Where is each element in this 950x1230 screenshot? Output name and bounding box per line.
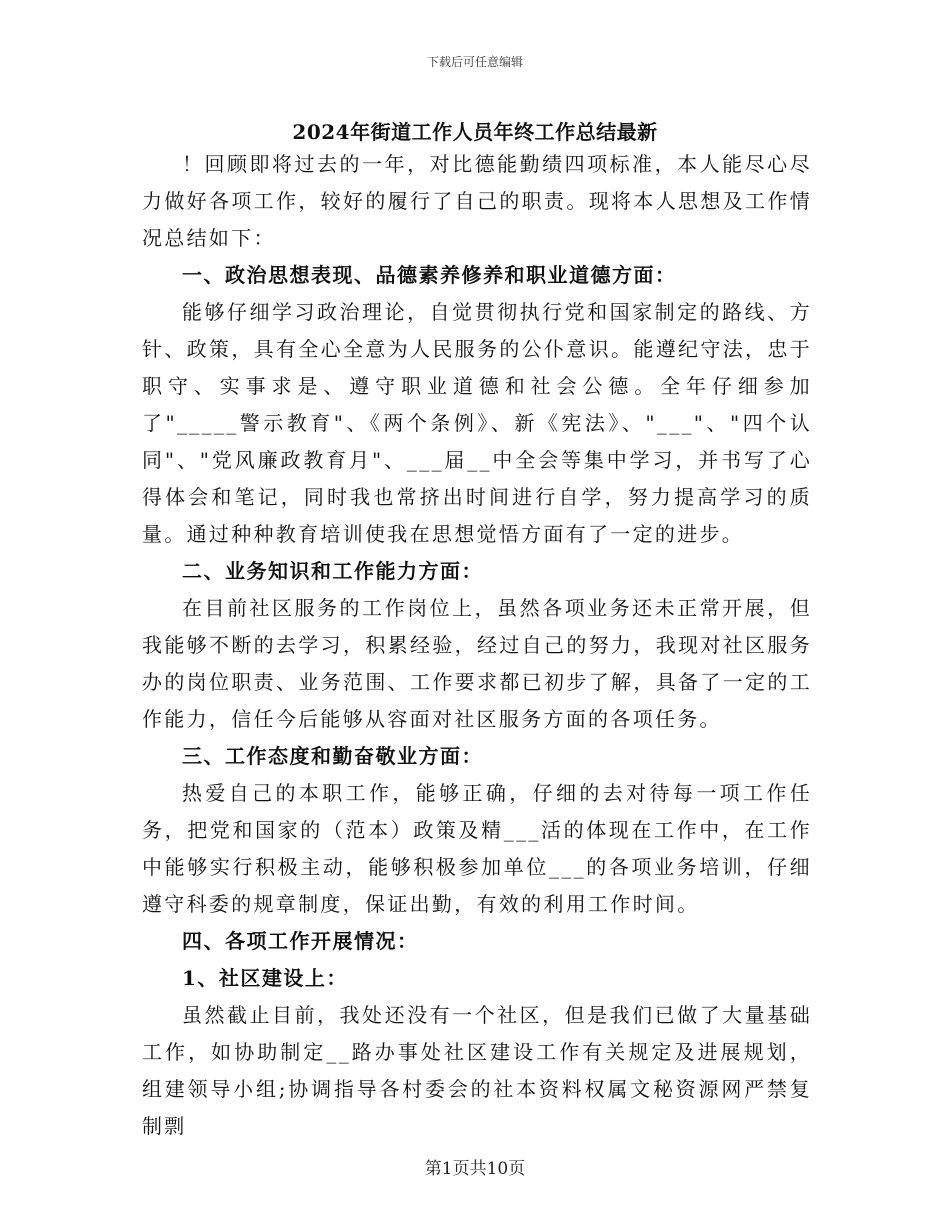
section-heading-2: 二、业务知识和工作能力方面： [182,559,483,583]
section-1-paragraph: 能够仔细学习政治理论，自觉贯彻执行党和国家制定的路线、方针、政策，具有全心全意为人民服务的公仆意识。能遵纪守法，忠于职守、实事求是、遵守职业道德和社会公德。全年仔细参加了"_____警示教育"、《两个条例》、新《宪法》、"___"、"四个认同"、"党风廉政教育月"、___届__中全会等集中学习，并书写了心得体会和笔记，同时我也常挤出时间进行自学，努力提高学习的质量。通过种种教育培训使我在思想觉悟方面有了一定的进步。 [142,300,812,546]
section-heading-1: 一、政治思想表现、品德素养修养和职业道德方面： [182,263,677,287]
section-heading-4: 四、各项工作开展情况： [182,929,419,953]
subsection-4-1-paragraph: 虽然截止目前，我处还没有一个社区，但是我们已做了大量基础工作，如协助制定__路办事处社区建设工作有关规定及进展规划，组建领导小组;协调指导各村委会的社本资料权属文秘资源网严禁复制剽 [142,1003,812,1138]
section-3-paragraph: 热爱自己的本职工作，能够正确，仔细的去对待每一项工作任务，把党和国家的（范本）政策及精___活的体现在工作中，在工作中能够实行积极主动，能够积极参加单位___的各项业务培训，仔细遵守科委的规章制度，保证出勤，有效的利用工作时间。 [142,781,812,916]
intro-paragraph: ！回顾即将过去的一年，对比德能勤绩四项标准，本人能尽心尽力做好各项工作，较好的履行了自己的职责。现将本人思想及工作情况总结如下： [142,152,812,250]
subsection-heading-4-1: 1、社区建设上： [182,966,348,990]
section-heading-3: 三、工作态度和勤奋敬业方面： [182,744,483,768]
document-body [142,146,812,1145]
document-title: 2024年街道工作人员年终工作总结最新 [292,120,658,144]
header-note: 下载后可任意编辑 [426,55,523,69]
section-2-paragraph: 在目前社区服务的工作岗位上，虽然各项业务还未正常开展，但我能够不断的去学习，积累经验，经过自己的努力，我现对社区服务办的岗位职责、业务范围、工作要求都已初步了解，具备了一定的工作能力，信任今后能够从容面对社区服务方面的各项任务。 [142,596,812,731]
page-number-footer: 第1页共10页 [424,1159,526,1179]
